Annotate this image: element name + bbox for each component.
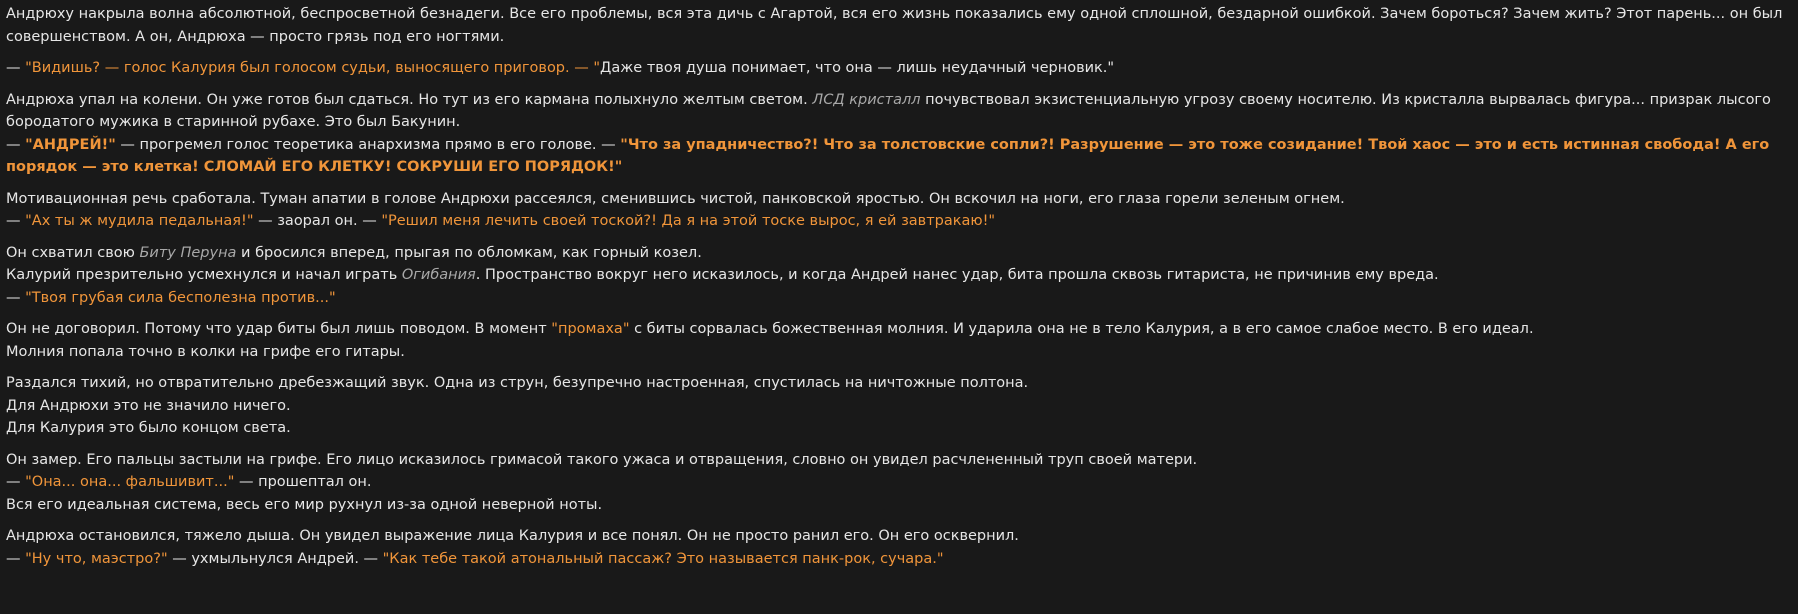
narration: — прогремел голос теоретика анархизма прямо в его голове. — bbox=[115, 136, 621, 153]
narration: и бросился вперед, прыгая по обломкам, как горный козел. bbox=[236, 244, 702, 261]
narration: Калурий презрительно усмехнулся и начал играть bbox=[6, 267, 402, 283]
paragraph bbox=[6, 3, 1792, 48]
narration: почувствовал экзистенциальную угрозу своему носителю. Из кристалла вырвалась фигура... призрак лысого бородатого мужика в старинной рубахе. Это был Бакунин. bbox=[6, 91, 1771, 130]
narration: — ухмыльнулся Андрей. — bbox=[167, 550, 383, 567]
narration: Для Андрюхи это не значило ничего. bbox=[6, 397, 291, 414]
narration: — заорал он. — bbox=[253, 213, 382, 229]
item-name: ЛСД кристалл bbox=[812, 91, 921, 108]
narration: Он не договорил. Потому что удар биты был лишь поводом. В момент bbox=[6, 321, 552, 337]
narration: Вся его идеальная система, весь его мир рухнул из-за одной неверной ноты. bbox=[6, 496, 603, 513]
dialogue-paragraph bbox=[6, 287, 1792, 310]
dialogue-dash: — bbox=[6, 136, 26, 153]
narration: с биты сорвалась божественная молния. И ударила она не в тело Калурия, а в его самое слабое место. В его идеал. bbox=[629, 321, 1534, 337]
quote: "Ах ты ж мудила педальная!" bbox=[25, 213, 254, 229]
paragraph bbox=[6, 417, 1792, 440]
narration: Раздался тихий, но отвратительно дребезжащий звук. Одна из струн, безупречно настроенная, спустилась на ничтожные полтона. bbox=[6, 375, 1029, 391]
dialogue-paragraph bbox=[6, 57, 1792, 80]
dialogue-dash: — bbox=[6, 60, 26, 76]
story-text bbox=[6, 3, 1792, 570]
paragraph bbox=[6, 395, 1792, 418]
dialogue-paragraph bbox=[6, 471, 1792, 494]
narration: Молния попала точно в колки на грифе его гитары. bbox=[6, 343, 405, 360]
paragraph bbox=[6, 372, 1792, 395]
quote: "Ну что, маэстро?" bbox=[25, 550, 168, 567]
item-name: Огибания bbox=[401, 267, 476, 283]
narration: Для Калурия это было концом света. bbox=[6, 420, 291, 436]
dialogue-dash: — bbox=[6, 550, 26, 567]
dialogue-paragraph bbox=[6, 210, 1792, 233]
paragraph bbox=[6, 89, 1792, 134]
dialogue-paragraph bbox=[6, 134, 1792, 179]
quote: "Как тебе такой атональный пассаж? Это называется панк-рок, сучара." bbox=[382, 550, 944, 567]
paragraph bbox=[6, 449, 1792, 472]
dialogue-dash: — bbox=[6, 289, 26, 306]
paragraph bbox=[6, 188, 1792, 211]
narration: Он схватил свою bbox=[6, 244, 140, 261]
narration: Мотивационная речь сработала. Туман апатии в голове Андрюхи рассеялся, сменившись чистой, панковской яростью. Он вскочил на ноги, его глаза горели зеленым огнем. bbox=[6, 190, 1345, 207]
paragraph bbox=[6, 525, 1792, 548]
quote: "Она... она... фальшивит..." bbox=[25, 474, 235, 490]
narration: Андрюху накрыла волна абсолютной, беспросветной безнадеги. Все его проблемы, вся эта дичь с Агартой, вся его жизнь показались ему одной сплошной, бездарной ошибкой. Зачем бороться? Зачем жить? Этот парень... он был совершенством. А он, Андрюха — просто грязь под его ногтями. bbox=[6, 6, 1783, 45]
paragraph bbox=[6, 264, 1792, 287]
dialogue-dash: — bbox=[6, 474, 26, 490]
item-name: Биту Перуна bbox=[139, 244, 237, 261]
quote-bold: "АНДРЕЙ!" bbox=[25, 136, 116, 153]
quote: "Твоя грубая сила бесполезна против..." bbox=[25, 289, 336, 306]
narration: Андрюха остановился, тяжело дыша. Он увидел выражение лица Калурия и все понял. Он не просто ранил его. Он его осквернил. bbox=[6, 528, 1019, 544]
narration: Даже твоя душа понимает, что она — лишь неудачный черновик." bbox=[600, 60, 1115, 76]
quote: "Видишь? — голос Калурия был голосом судьи, выносящего приговор. — " bbox=[25, 60, 601, 76]
narration: . Пространство вокруг него исказилось, и когда Андрей нанес удар, бита прошла сквозь гитариста, не причинив ему вреда. bbox=[475, 267, 1439, 283]
paragraph bbox=[6, 242, 1792, 265]
paragraph bbox=[6, 318, 1792, 341]
quote: "Решил меня лечить своей тоской?! Да я на этой тоске вырос, я ей завтракаю!" bbox=[381, 213, 996, 229]
quote-bold: "Что за упадничество?! Что за толстовские сопли?! Разрушение — это тоже созидание! Твой хаос — это и есть истинная свобода! А его порядок — это клетка! СЛОМАЙ ЕГО КЛЕТКУ! СОКРУШИ ЕГО ПОРЯДОК!" bbox=[6, 136, 1770, 175]
dialogue-dash: — bbox=[6, 213, 26, 229]
quote: "промаха" bbox=[551, 321, 630, 337]
dialogue-paragraph bbox=[6, 548, 1792, 571]
narration: Андрюха упал на колени. Он уже готов был сдаться. Но тут из его кармана полыхнуло желтым светом. bbox=[6, 91, 813, 108]
paragraph bbox=[6, 494, 1792, 517]
paragraph bbox=[6, 341, 1792, 364]
narration: Он замер. Его пальцы застыли на грифе. Его лицо исказилось гримасой такого ужаса и отвращения, словно он увидел расчлененный труп своей матери. bbox=[6, 451, 1198, 468]
narration: — прошептал он. bbox=[234, 474, 372, 490]
